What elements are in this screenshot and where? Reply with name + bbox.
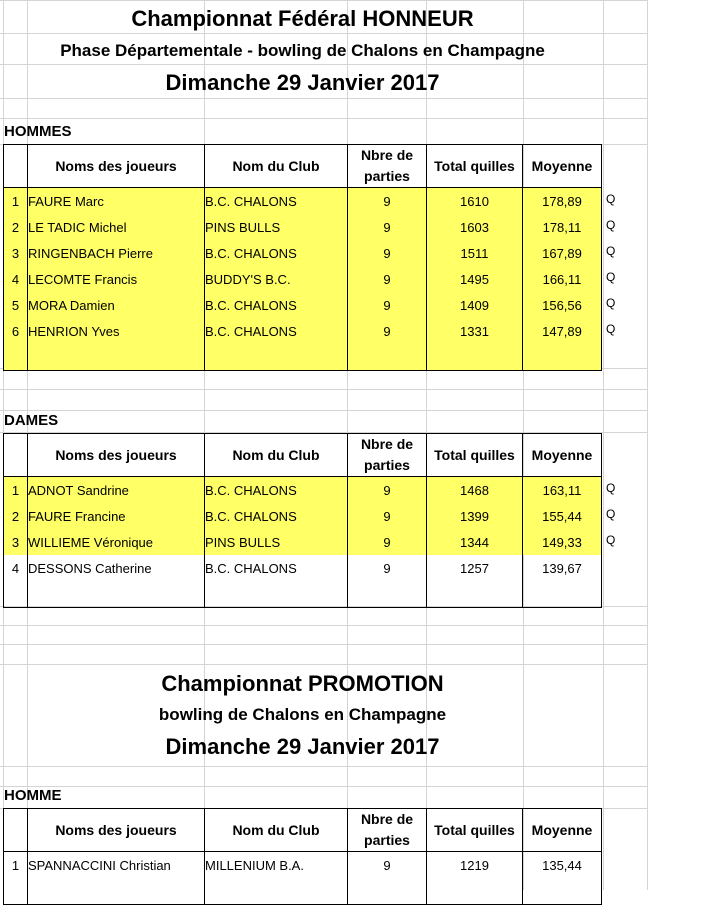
empty-cell <box>28 344 205 371</box>
empty-cell <box>348 878 427 905</box>
club-name-cell: B.C. CHALONS <box>205 292 348 318</box>
total-quilles-cell: 1331 <box>427 318 523 344</box>
empty-cell <box>427 581 523 608</box>
honneur-subtitle: Phase Départementale - bowling de Chalons en Champagne <box>60 41 545 60</box>
empty-cell <box>4 878 28 905</box>
table-row <box>4 318 602 344</box>
club-name-cell: B.C. CHALONS <box>205 188 348 215</box>
header-parties: Nbre de parties <box>348 145 427 188</box>
header-name: Noms des joueurs <box>28 145 205 188</box>
header-club: Nom du Club <box>205 145 348 188</box>
empty-row <box>4 878 602 905</box>
moyenne-cell: 156,56 <box>523 292 602 318</box>
rank-cell: 6 <box>4 318 28 344</box>
empty-cell <box>4 344 28 371</box>
qualified-flag: Q <box>606 481 616 495</box>
gridline <box>0 33 648 34</box>
club-name-cell: BUDDY'S B.C. <box>205 266 348 292</box>
moyenne-cell: 149,33 <box>523 529 602 555</box>
total-quilles-cell: 1610 <box>427 188 523 215</box>
player-name-cell: ADNOT Sandrine <box>28 477 205 504</box>
promotion-subtitle: bowling de Chalons en Champagne <box>158 705 447 724</box>
rank-cell: 3 <box>4 529 28 555</box>
total-quilles-cell: 1409 <box>427 292 523 318</box>
gridline <box>0 644 648 645</box>
player-name-cell: WILLIEME Véronique <box>28 529 205 555</box>
qualified-flag: Q <box>606 218 616 232</box>
empty-cell <box>523 344 602 371</box>
section-dames: DAMES <box>4 412 59 429</box>
header-total: Total quilles <box>427 434 523 477</box>
header-rank <box>4 434 28 477</box>
header-moyenne: Moyenne <box>523 809 602 852</box>
moyenne-cell: 139,67 <box>523 555 602 581</box>
empty-cell <box>4 581 28 608</box>
honneur-title: Championnat Fédéral HONNEUR <box>131 6 474 31</box>
gridline <box>0 766 648 767</box>
club-name-cell: MILLENIUM B.A. <box>205 852 348 879</box>
honneur-date: Dimanche 29 Janvier 2017 <box>165 70 440 95</box>
club-name-cell: B.C. CHALONS <box>205 555 348 581</box>
section-hommes: HOMMES <box>4 123 72 140</box>
club-name-cell: PINS BULLS <box>205 214 348 240</box>
empty-row <box>4 581 602 608</box>
club-name-cell: B.C. CHALONS <box>205 240 348 266</box>
gridline <box>0 389 648 390</box>
table-row <box>4 477 602 504</box>
player-name-cell: HENRION Yves <box>28 318 205 344</box>
table-row <box>4 503 602 529</box>
parties-cell: 9 <box>348 477 427 504</box>
parties-cell: 9 <box>348 240 427 266</box>
table-row <box>4 240 602 266</box>
table-row <box>4 292 602 318</box>
qualified-flag: Q <box>606 270 616 284</box>
gridline <box>647 0 648 890</box>
hommes-table <box>3 144 602 371</box>
homme-table <box>3 808 602 905</box>
empty-cell <box>427 344 523 371</box>
dames-body <box>4 477 602 608</box>
header-club: Nom du Club <box>205 809 348 852</box>
parties-cell: 9 <box>348 188 427 215</box>
rank-cell: 4 <box>4 266 28 292</box>
qualified-flag: Q <box>606 296 616 310</box>
empty-cell <box>205 878 348 905</box>
moyenne-cell: 166,11 <box>523 266 602 292</box>
header-moyenne: Moyenne <box>523 434 602 477</box>
header-parties: Nbre de parties <box>348 809 427 852</box>
header-moyenne: Moyenne <box>523 145 602 188</box>
header-rank <box>4 145 28 188</box>
moyenne-cell: 163,11 <box>523 477 602 504</box>
total-quilles-cell: 1495 <box>427 266 523 292</box>
parties-cell: 9 <box>348 318 427 344</box>
moyenne-cell: 167,89 <box>523 240 602 266</box>
empty-cell <box>348 581 427 608</box>
empty-cell <box>205 581 348 608</box>
parties-cell: 9 <box>348 292 427 318</box>
header-total: Total quilles <box>427 809 523 852</box>
empty-cell <box>523 878 602 905</box>
gridline <box>0 98 648 99</box>
moyenne-cell: 147,89 <box>523 318 602 344</box>
total-quilles-cell: 1257 <box>427 555 523 581</box>
section-homme: HOMME <box>4 787 62 804</box>
header-name: Noms des joueurs <box>28 434 205 477</box>
header-club: Nom du Club <box>205 434 348 477</box>
hommes-body <box>4 188 602 371</box>
club-name-cell: B.C. CHALONS <box>205 503 348 529</box>
total-quilles-cell: 1344 <box>427 529 523 555</box>
homme-body <box>4 852 602 905</box>
parties-cell: 9 <box>348 266 427 292</box>
promotion-date: Dimanche 29 Janvier 2017 <box>165 734 440 759</box>
parties-cell: 9 <box>348 529 427 555</box>
empty-cell <box>205 344 348 371</box>
total-quilles-cell: 1219 <box>427 852 523 879</box>
parties-cell: 9 <box>348 555 427 581</box>
rank-cell: 1 <box>4 852 28 879</box>
rank-cell: 1 <box>4 477 28 504</box>
header-parties: Nbre de parties <box>348 434 427 477</box>
gridline <box>0 0 648 1</box>
player-name-cell: FAURE Francine <box>28 503 205 529</box>
parties-cell: 9 <box>348 852 427 879</box>
header-name: Noms des joueurs <box>28 809 205 852</box>
table-row <box>4 852 602 879</box>
total-quilles-cell: 1399 <box>427 503 523 529</box>
empty-cell <box>28 581 205 608</box>
qualified-flag: Q <box>606 192 616 206</box>
table-row <box>4 214 602 240</box>
gridline <box>0 118 648 119</box>
player-name-cell: RINGENBACH Pierre <box>28 240 205 266</box>
total-quilles-cell: 1603 <box>427 214 523 240</box>
player-name-cell: SPANNACCINI Christian <box>28 852 205 879</box>
qualified-flag: Q <box>606 322 616 336</box>
qualified-flag: Q <box>606 244 616 258</box>
player-name-cell: LE TADIC Michel <box>28 214 205 240</box>
player-name-cell: DESSONS Catherine <box>28 555 205 581</box>
empty-cell <box>348 344 427 371</box>
club-name-cell: PINS BULLS <box>205 529 348 555</box>
rank-cell: 4 <box>4 555 28 581</box>
header-rank <box>4 809 28 852</box>
rank-cell: 2 <box>4 503 28 529</box>
player-name-cell: MORA Damien <box>28 292 205 318</box>
gridline <box>0 410 648 411</box>
gridline <box>0 664 648 665</box>
total-quilles-cell: 1511 <box>427 240 523 266</box>
player-name-cell: LECOMTE Francis <box>28 266 205 292</box>
gridline <box>0 786 648 787</box>
total-quilles-cell: 1468 <box>427 477 523 504</box>
player-name-cell: FAURE Marc <box>28 188 205 215</box>
table-row <box>4 529 602 555</box>
rank-cell: 1 <box>4 188 28 215</box>
table-row <box>4 266 602 292</box>
parties-cell: 9 <box>348 214 427 240</box>
gridline <box>0 64 648 65</box>
parties-cell: 9 <box>348 503 427 529</box>
qualified-flag: Q <box>606 533 616 547</box>
rank-cell: 5 <box>4 292 28 318</box>
empty-cell <box>28 878 205 905</box>
rank-cell: 2 <box>4 214 28 240</box>
moyenne-cell: 155,44 <box>523 503 602 529</box>
gridline <box>0 625 648 626</box>
empty-cell <box>427 878 523 905</box>
club-name-cell: B.C. CHALONS <box>205 477 348 504</box>
moyenne-cell: 178,89 <box>523 188 602 215</box>
table-row <box>4 188 602 215</box>
promotion-title: Championnat PROMOTION <box>161 671 444 696</box>
qualified-flag: Q <box>606 507 616 521</box>
dames-table <box>3 433 602 608</box>
rank-cell: 3 <box>4 240 28 266</box>
empty-row <box>4 344 602 371</box>
table-row <box>4 555 602 581</box>
moyenne-cell: 178,11 <box>523 214 602 240</box>
moyenne-cell: 135,44 <box>523 852 602 879</box>
empty-cell <box>523 581 602 608</box>
club-name-cell: B.C. CHALONS <box>205 318 348 344</box>
header-total: Total quilles <box>427 145 523 188</box>
